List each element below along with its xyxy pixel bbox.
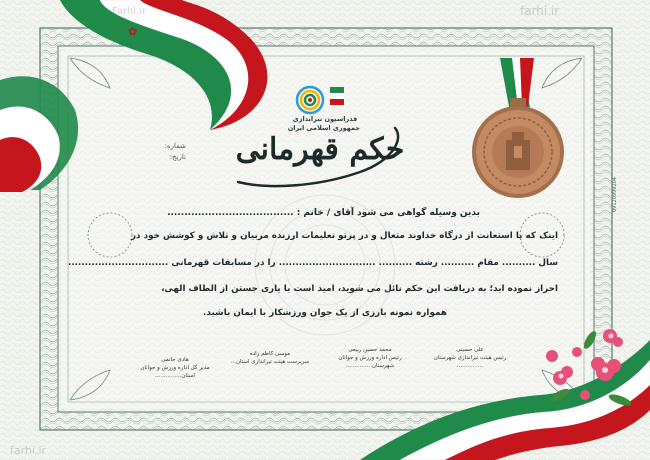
federation-name-line1: فدراسیون تیراندازی [292,115,358,123]
watermark: farhi.ir [10,444,47,457]
body-line-4: احراز نموده اید؛ به دریافت این حکم نائل می شوید، امید است با یاری جستن از الطاف الهی، [161,284,558,294]
number-label: شماره: [164,142,186,150]
signer-title: رئیس اداره ورزش و جوانان [338,355,402,361]
signer-title-2: ............... [456,363,484,369]
signer-name: موسی کاظم زاده [249,351,291,357]
side-code: 09120999204 [612,177,618,212]
flag-emblem-icon: ✿ [128,25,138,38]
signer-title: رئیس هیئت تیراندازی شهرستان [433,355,507,361]
page-title: حکم قهرمانی [235,132,405,167]
certify-line: بدین وسیله گواهی می شود آقای / خانم : ..................................... [167,208,480,218]
signature-block [425,346,515,370]
signature-block [130,356,220,380]
signer-name: محمد حسین ربیعی [348,347,392,353]
signature-block [225,350,315,366]
date-label: تاریخ: [169,153,186,161]
body-line-3: سال .......... مقام .......... رشته .......... ............................. را در مسابقات قهرمانی .............................. [68,258,558,268]
body-line-5: همواره نمونه بارزی از یک جوان ورزشکار با ایمان باشید. [203,308,447,318]
signer-name: هادی حاتمی [161,357,189,363]
watermark: farhi.ir [520,4,560,18]
signer-title: سرپرست هیئت تیراندازی استان... [230,359,310,365]
federation-name-line2: جمهوری اسلامی ایران [287,124,360,132]
signer-title-2: استان............... [155,373,195,379]
signer-name: علی حسینی [456,347,484,353]
signer-title: مدیر کل اداره ورزش و جوانان [140,365,210,371]
signer-title-2: شهرستان............... [345,363,395,369]
body-line-2: اینک که با استعانت از درگاه خداوند متعال و در پرتو تعلیمات ارزنده مربیان و تلاش و کوشش خود در [130,231,558,241]
signature-block [325,346,415,370]
watermark: Farhi.ir [112,6,147,17]
